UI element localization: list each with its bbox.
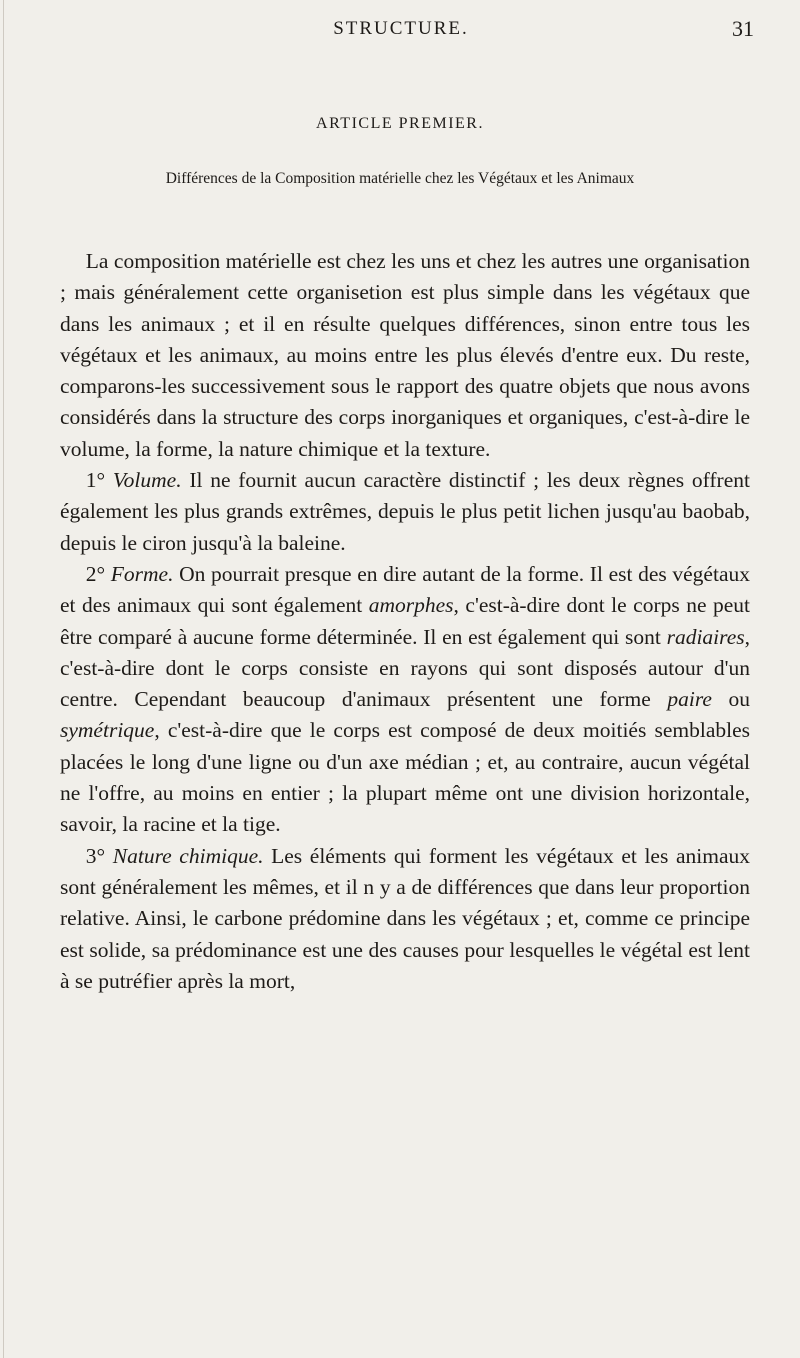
- article-title: ARTICLE PREMIER.: [316, 115, 484, 132]
- term-paire: paire: [667, 687, 712, 712]
- paragraph-forme: [60, 559, 750, 841]
- term-amorphes: amorphes: [368, 593, 454, 618]
- paragraph-text: Il ne fournit aucun caractère distinctif ; les deux règnes offrent également les plus grands extrêmes, depuis le plus petit lichen jusqu'au baobab, depuis le ciron jusqu'à la baleine.: [60, 468, 750, 555]
- article-subtitle: Différences de la Composition matérielle chez les Végétaux et les Animaux: [165, 170, 635, 187]
- term-symetrique: symétrique: [60, 718, 155, 743]
- paragraph-number: 3°: [85, 843, 113, 868]
- running-title: STRUCTURE.: [333, 18, 469, 39]
- section-heading-nature-chimique: Nature chimique.: [112, 843, 264, 868]
- section-heading-forme: Forme.: [110, 561, 174, 586]
- paragraph-number: 1°: [85, 468, 113, 493]
- paragraph-number: 2°: [85, 561, 111, 586]
- paragraph-text: Les éléments qui forment les végétaux et les animaux sont généralement les mêmes, et il n y a de différences que dans leur proportion relative. Ainsi, le carbone prédomine dans les végétaux ; et, comme ce principe est solide, sa prédominance est une des causes pour lesquelles le végétal est lent à se putréfier après la mort,: [60, 843, 750, 993]
- paragraph-text: , c'est-à-dire dont le corps ne peut être comparé à aucune forme déterminée. Il en est également qui sont: [60, 593, 750, 649]
- paragraph-text: ou: [711, 687, 751, 712]
- paragraph-intro: [60, 246, 750, 465]
- paragraph-text: , c'est-à-dire que le corps est composé de deux moitiés semblables placées le long d'une ligne ou d'un axe médian ; et, au contraire, aucun végétal ne l'offre, au moins en entier ; la plupart même ont une division horizontale, savoir, la racine et la tige.: [60, 718, 750, 837]
- body-text: [60, 246, 750, 997]
- paragraph-volume: [60, 465, 750, 559]
- paragraph-text: La composition matérielle est chez les uns et chez les autres une organisation ; mais généralement cette organisetion est plus simple dans les végétaux que dans les animaux ; et il en résulte quelques différences, sinon entre tous les végétaux et les animaux, au moins entre les plus élevés d'entre eux. Du reste, comparons-les successivement sous le rapport des quatre objets que nous avons considérés dans la structure des corps inorganiques et organiques, c'est-à-dire le volume, la forme, la nature chimique et la texture.: [60, 249, 750, 461]
- page-edge-line: [3, 0, 4, 1358]
- section-heading-volume: Volume.: [112, 468, 182, 493]
- term-radiaires: radiaires: [666, 624, 745, 649]
- paragraph-text: , c'est-à-dire dont le corps consiste en rayons qui sont disposés autour d'un centre. Cependant beaucoup d'animaux présentent une forme: [60, 624, 750, 712]
- paragraph-text: On pourrait presque en dire autant de la forme. Il est des végétaux et des animaux qui sont également: [60, 561, 750, 618]
- paragraph-nature-chimique: [60, 841, 750, 997]
- page-number: 31: [732, 16, 754, 41]
